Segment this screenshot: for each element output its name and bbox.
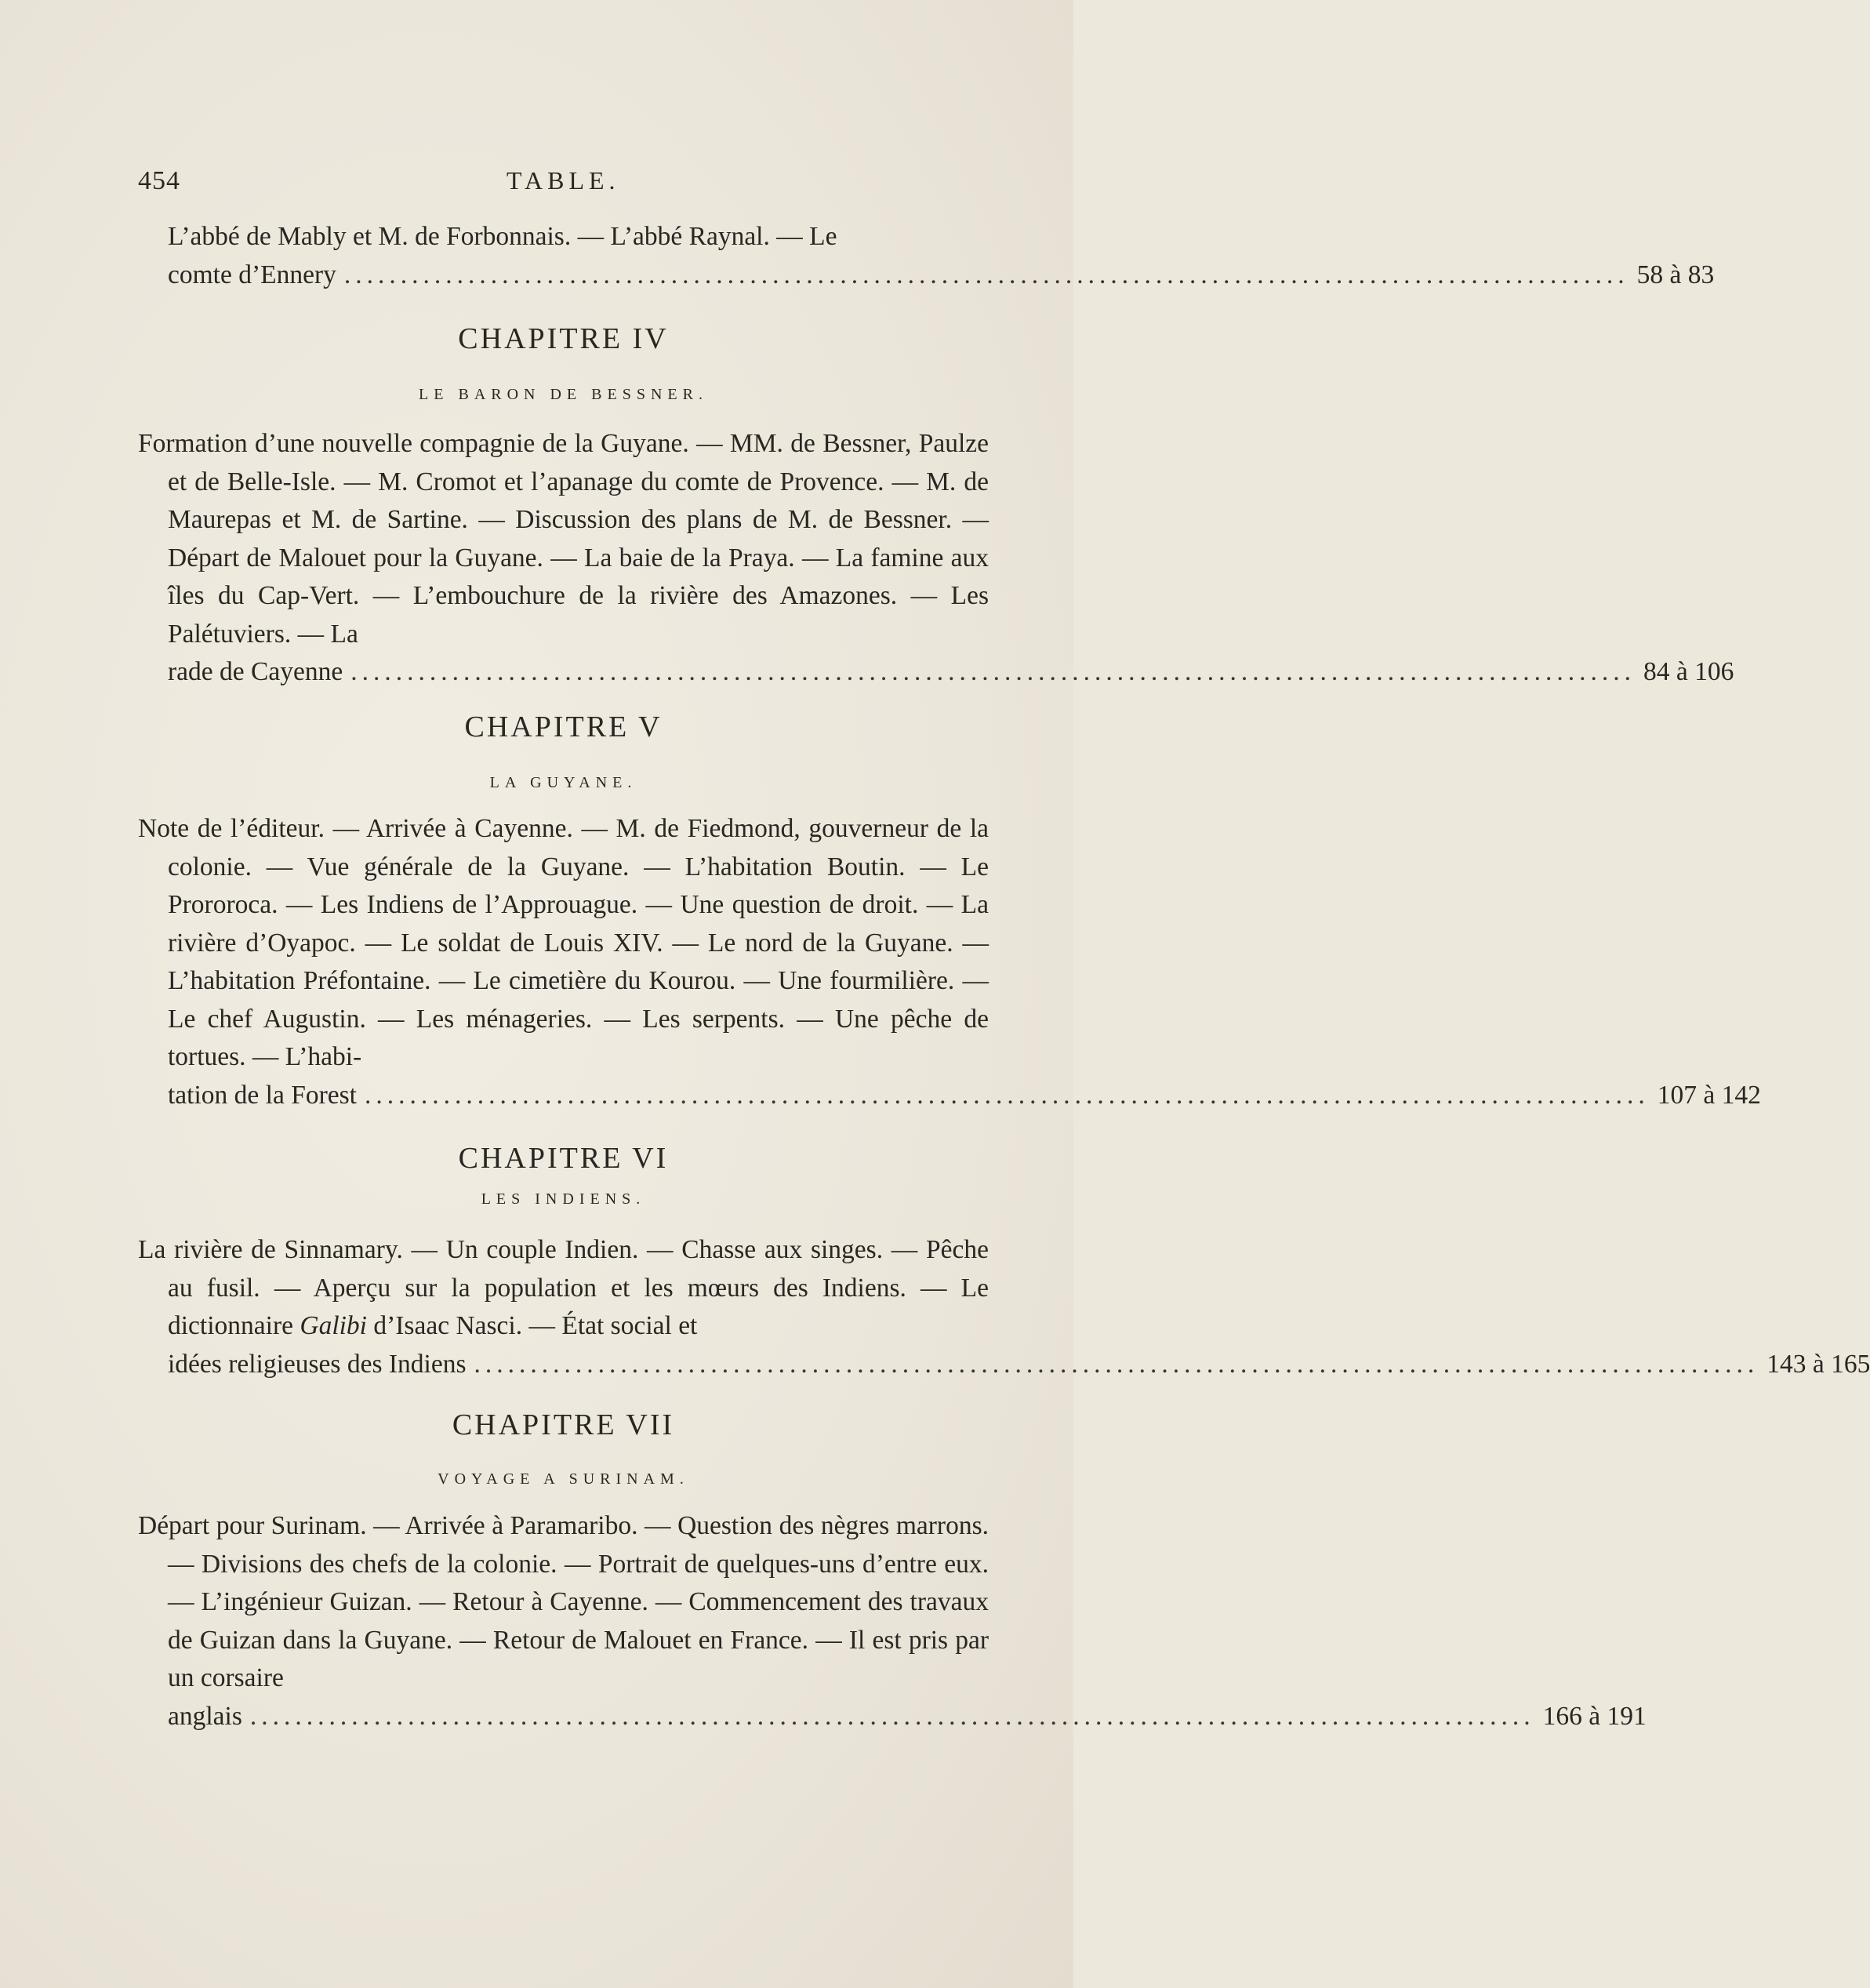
toc-entry-chapter-4 <box>138 425 1734 692</box>
entry-text-end: d’Isaac Nasci. — État social et <box>367 1311 698 1340</box>
entry-pages: 84 à 106 <box>1643 657 1734 686</box>
entry-last-text: anglais <box>168 1701 242 1731</box>
entry-pages: 107 à 142 <box>1657 1080 1761 1110</box>
entry-text-start: La rivière de Sinnamary. — Un couple Indien. — Chasse aux singes. — Pêche au fusil. — Aperçu sur la population et les mœurs des Indiens. — Le dictionnaire <box>138 1235 989 1340</box>
entry-text-italic: Galibi <box>300 1311 367 1340</box>
entry-last-text: comte d’Ennery <box>168 260 336 289</box>
chapter-subtitle: VOYAGE A SURINAM. <box>438 1470 689 1488</box>
entry-last-line <box>168 1346 1870 1384</box>
entry-last-text: idées religieuses des Indiens <box>168 1349 467 1379</box>
entry-text: Note de l’éditeur. — Arrivée à Cayenne. — M. de Fiedmond, gouverneur de la colonie. — Vue générale de la Guyane. — L’habitation Boutin. — Le Prororoca. — Les Indiens de l’Approuague. — Une question de droit. — La rivière d’Oyapoc. — Le soldat de Louis XIV. — Le nord de la Guyane. — L’habitation Préfontaine. — Le cimetière du Kourou. — Une fourmilière. — Le chef Augustin. — Les ménageries. — Les serpents. — Une pêche de tortues. — L’habi- <box>138 814 989 1071</box>
entry-last-line <box>168 1698 1647 1736</box>
chapter-subtitle: LES INDIENS. <box>481 1190 646 1208</box>
chapter-title: CHAPITRE VII <box>452 1408 675 1441</box>
toc-entry-intro <box>138 218 1715 294</box>
entry-last-line <box>168 653 1734 692</box>
entry-last-text: tation de la Forest <box>168 1080 357 1110</box>
entry-text: L’abbé de Mably et M. de Forbonnais. — L’abbé Raynal. — Le <box>168 222 837 251</box>
leader-dots: .................................................................................................................. <box>343 260 1629 289</box>
entry-pages: 166 à 191 <box>1542 1701 1647 1731</box>
toc-entry-chapter-5 <box>138 810 1761 1114</box>
entry-last-text: rade de Cayenne <box>168 657 343 686</box>
entry-last-line <box>168 1077 1761 1115</box>
chapter-subtitle: LE BARON DE BESSNER. <box>419 386 708 403</box>
entry-pages: 143 à 165 <box>1767 1349 1870 1379</box>
leader-dots: .................................................................................................................. <box>474 1349 1759 1379</box>
entry-text: Départ pour Surinam. — Arrivée à Paramaribo. — Question des nègres marrons. — Divisions des chefs de la colonie. — Portrait de quelques-uns d’entre eux. — L’ingénieur Guizan. — Retour à Cayenne. — Commencement des travaux de Guizan dans la Guyane. — Retour de Malouet en France. — Il est pris par un corsaire <box>138 1511 989 1692</box>
chapter-title: CHAPITRE VI <box>458 1142 669 1175</box>
chapter-subtitle: LA GUYANE. <box>489 774 637 791</box>
entry-last-line <box>168 256 1715 295</box>
leader-dots: .................................................................................................................. <box>249 1701 1535 1731</box>
entry-text: Formation d’une nouvelle compagnie de la Guyane. — MM. de Bessner, Paulze et de Belle-Isle. — M. Cromot et l’apanage du comte de Provence. — M. de Maurepas et M. de Sartine. — Discussion des plans de M. de Bessner. — Départ de Malouet pour la Guyane. — La baie de la Praya. — La famine aux îles du Cap-Vert. — L’embouchure de la rivière des Amazones. — Les Palétuviers. — La <box>138 429 989 649</box>
chapter-title: CHAPITRE V <box>464 711 663 743</box>
page-header <box>138 166 985 205</box>
running-title: TABLE. <box>507 166 620 194</box>
toc-entry-chapter-6 <box>138 1231 1870 1383</box>
leader-dots: .................................................................................................................. <box>364 1080 1650 1110</box>
page-number: 454 <box>138 166 180 195</box>
entry-pages: 58 à 83 <box>1636 260 1715 289</box>
leader-dots: .................................................................................................................. <box>350 657 1636 686</box>
toc-entry-chapter-7 <box>138 1507 1647 1735</box>
chapter-title: CHAPITRE IV <box>458 322 669 355</box>
